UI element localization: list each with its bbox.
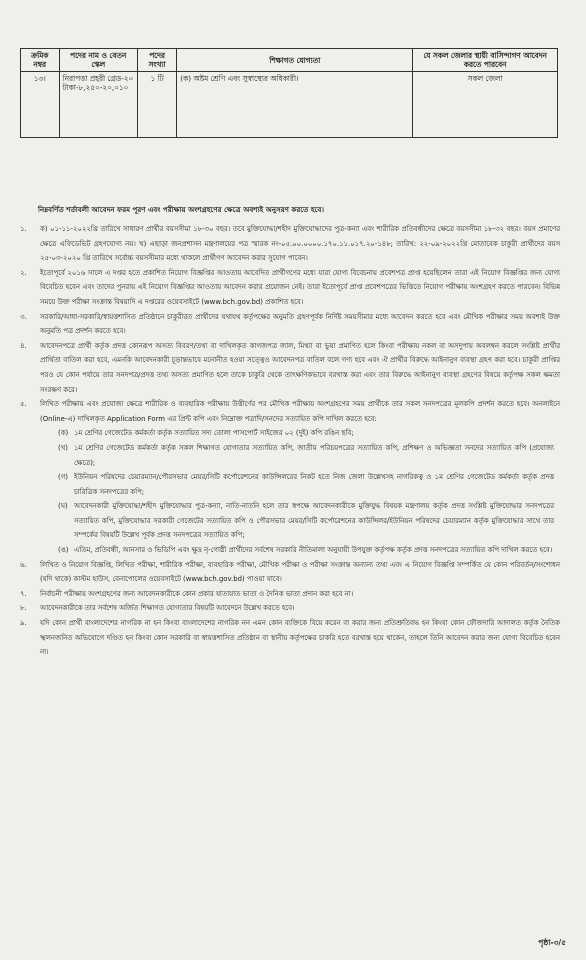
condition-text: ইতোপূর্বে ২০১৬ সালে এ দপ্তর হতে প্রকাশিত নিয়োগ বিজ্ঞপ্তির আওতায় আবেদিত প্রার্থীগণের মধ্যে যারা যোগ্য বিবেচনায় প্রবেশপত্র প্রাপ্ত হয়েছিলেন তারা এই নিয়োগ বিজ্ঞপ্তির জন্য যোগ্য বিবেচিত হবেন এবং তাদের পুনরায় এই নিয়োগ বিজ্ঞপ্তির আওতায় আবেদন করার প্রয়োজন নেই। তারা ইতোপূর্বে প্রাপ্ত প্রবেশপত্রের ভিত্তিতে নিয়োগ পরীক্ষায় অংশগ্রহণ করতে পারবেন। বিভিন্ন সময়ে উক্ত পরীক্ষা সংক্রান্ত বিষয়াদি এ দপ্তরের ওয়েবসাইটে (www.bch.gov.bd) প্রকাশিত হবে। [40,268,560,306]
subitem-label: (ক) [58,429,69,438]
condition-number: ৩. [20,312,27,321]
table-header-row [21,49,558,72]
condition-number: ২. [20,268,27,277]
document-subitem [20,441,560,470]
page-number: পৃষ্ঠা-৩/৫ [538,938,566,947]
subitem-text: এতিম, প্রতিবন্ধী, আনসার ও ভিডিপি এবং ক্ষুদ্র নৃ-গোষ্ঠী প্রার্থীদের সর্বশেষ সরকারি নীতিমালা অনুযায়ী উপযুক্ত কর্তৃপক্ষ কর্তৃক প্রদত্ত সনদপত্রের সত্যায়িত কপি দাখিল করতে হবে। [74,546,553,555]
header-count: পদের সংখ্যা [137,49,176,72]
condition-item [20,558,560,587]
condition-item [20,266,560,310]
condition-number: ৮. [20,604,27,613]
condition-text: ক) ০১-১১-২০২২খ্রি তারিখে সাধারণ প্রার্থীর বয়সসীমা ১৮-৩০ বছর। তবে মুক্তিযোদ্ধা/শহীদ মুক্তিযোদ্ধাদের পুত্র-কন্যা এবং শারীরিক প্রতিবন্ধীদের ক্ষেত্রে বয়সসীমা ১৮-৩২ বছর। বয়স প্রমাণের ক্ষেত্রে এফিডেভিট গ্রহণযোগ্য নয়। খ) এছাড়া জনপ্রশাসন মন্ত্রণালয়ের পত্র স্মারক নং-০৫.০০.০০০০.১৭০.১১.০১৭.২০-১৪৮; তারিখ: ২২-০৯-২০২২খ্রি মোতাবেক চাকুরী প্রার্থীদের বয়স ২৫-০৩-২০২০ খ্রি তারিখে সর্বোচ্চ বয়সসীমার মধ্যে থাকলে প্রার্থীগণ আবেদন করার সুযোগ পাবেন। [40,225,560,263]
subitem-label: (গ) [58,473,68,482]
condition-text: যদি কোন প্রার্থী বাংলাদেশের নাগরিক না হন কিংবা বাংলাদেশের নাগরিক নন এমন কোন ব্যক্তিকে বিয়ে করেন বা করার জন্য প্রতিশ্রুতিবদ্ধ হন কিংবা কোন ফৌজদারি আদালত কর্তৃক নৈতিক স্খলনজনিত অভিযোগে দণ্ডিত হন কিংবা কোন সরকারি বা স্বায়ত্তশাসিত প্রতিষ্ঠান বা স্থানীয় কর্তৃপক্ষের চাকরি হতে বরখাস্ত হয়ে থাকেন, তাহলে তিনি আবেদন করার জন্য যোগ্য বিবেচিত হবেন না। [40,619,560,657]
subitem-text: ইউনিয়ন পরিষদের চেয়ারম্যান/পৌরসভার মেয়র/সিটি কর্পোরেশনের কাউন্সিলরের নিকট হতে নিজ জেলা উল্লেখসহ নাগরিকত্ব ও ১ম শ্রেণির গেজেটেড কর্মকর্তা কর্তৃক প্রদত্ত চারিত্রিক সনদপত্রের কপি; [74,473,554,496]
cell-count: ১ টি [137,72,176,138]
condition-number: ৪. [20,341,27,350]
conditions-intro: নিম্নবর্ণিত শর্তাবলী আবেদন ফরম পূরণ এবং পরীক্ষায় অংশগ্রহণের ক্ষেত্রে অবশ্যই অনুসরণ করতে হবে। [38,205,324,214]
document-subitem [20,470,560,499]
conditions-list [20,222,560,922]
header-qualification: শিক্ষাগত যোগ্যতা [177,49,413,72]
subitem-label: (ঘ) [58,502,68,511]
document-subitem [20,543,560,558]
header-district: যে সকল জেলার স্থায়ী বাসিন্দাগণ আবেদন করতে পারবেন [413,49,558,72]
condition-number: ১. [20,225,27,233]
condition-text: লিখিত পরীক্ষায় এবং প্রযোজ্য ক্ষেত্রে শারীরিক ও ব্যবহারিক পরীক্ষায় উত্তীর্ণের পর মৌখিক পরীক্ষায় অংশগ্রহণের সময় প্রার্থীকে তার সকল সনদপত্রের মূলকপি প্রদর্শন করতে হবে। অনলাইনে (Online-এ) দাখিলকৃত Application Form এর প্রিন্ট কপি এবং নিম্নোক্ত পত্রাদি/সনদের সত্যায়িত কপি দাখিল করতে হবে: [40,400,560,423]
document-subitem [20,499,560,543]
condition-number: ৫. [20,400,27,409]
condition-item [20,397,560,426]
post-table [20,48,558,138]
cell-qualification: (ক) অষ্টম শ্রেণি এবং সুস্বাস্থ্যের অধিকারী। [177,72,413,138]
condition-text: সরকারি/আধা-সরকারি/স্বায়ত্তশাসিত প্রতিষ্ঠানে চাকুরীরত প্রার্থীদের যথাযথ কর্তৃপক্ষের অনুমতি গ্রহণপূর্বক নির্দিষ্ট সময়সীমার মধ্যে আবেদন করতে হবে এবং মৌখিক পরীক্ষার সময় অবশ্যই উক্ত অনুমতি পত্র প্রদর্শন করতে হবে। [40,312,560,336]
subitem-label: (খ) [58,443,68,452]
condition-number: ৭. [20,589,27,598]
document-subitem [20,426,560,441]
condition-text: লিখিত ও নিয়োগ বিজ্ঞপ্তি, লিখিত পরীক্ষা, শারীরিক পরীক্ষা, ব্যবহারিক পরীক্ষা, মৌখিক পরীক্ষা ও পরীক্ষা সংক্রান্ত অন্যান্য তথ্য এবং এ নিয়োগ বিজ্ঞপ্তি সম্পর্কিত যে কোন পরিবর্তন/সংশোধন (যদি থাকে) কাস্টম হাউস, বেনাপোলের ওয়েবসাইটে (www.bch.gov.bd) পাওয়া যাবে। [40,560,560,584]
condition-item [20,587,560,602]
condition-number: ৯. [20,619,27,628]
condition-text: নির্বাচনী পরীক্ষায় অংশগ্রহণের জন্য আবেদনকারীকে কোন প্রকার যাতায়াত ভাতা ও দৈনিক ভাতা প্রদান করা হবে না। [40,589,354,598]
condition-text: আবেদনপত্রে প্রার্থী কর্তৃক প্রদত্ত কোনরূপ অসত্য বিবরণ/তথ্য বা দাখিলকৃত কাগজপত্র জাল, মিথ্যা বা ভুয়া প্রমাণিত হলে কিংবা পরীক্ষায় নকল বা অসদুপায় অবলম্বন করলে সংশ্লিষ্ট প্রার্থীর প্রার্থিতা বাতিল করা হবে, এমনকি আবেদনকারী চূড়ান্তভাবে মনোনীত হওয়া সত্ত্বেও আবেদনপত্র বাতিল বলে গণ্য হবে এবং ঐ প্রার্থীর বিরুদ্ধে আইনানুগ ব্যবস্থা গ্রহণ করা হবে। চাকুরী প্রাপ্তির পরও যে কোন পর্যায়ে তার সনদপত্র/প্রদত্ত তথ্য অসত্য প্রমাণিত হলে তাকে চাকুরি থেকে তাৎক্ষণিকভাবে বরখাস্ত করা এবং তার বিরুদ্ধে আইনানুগ ব্যবস্থা গ্রহণের বিষয়ে কর্তৃপক্ষ সকল ক্ষমতা সংরক্ষণ করে। [40,341,560,394]
table-row [21,72,558,138]
cell-district: সকল জেলা [413,72,558,138]
condition-item [20,601,560,616]
subitem-label: (ঙ) [58,546,69,555]
condition-item [20,310,560,339]
subitem-text: ১ম শ্রেণির গেজেটেড কর্মকর্তা কর্তৃক সকল শিক্ষাগত যোগ্যতার সত্যায়িত কপি, জাতীয় পরিচয়পত্রের সত্যায়িত কপি, প্রশিক্ষণ ও অভিজ্ঞতা সনদের সত্যায়িত কপি (প্রযোজ্য ক্ষেত্রে); [74,443,554,467]
cell-post: নিরাপত্তা প্রহরী গ্রেড-২০ টাকা-৮,২৫০-২০,০১০ [59,72,137,138]
condition-text: আবেদনকারীকে তার সর্বশেষ অর্জিত শিক্ষাগত যোগ্যতার বিষয়টি আবেদনে উল্লেখ করতে হবে। [40,604,295,613]
subitem-text: ১ম শ্রেণির গেজেটেড কর্মকর্তা কর্তৃক সত্যায়িত সদ্য তোলা পাসপোর্ট সাইজের ০২ (দুই) কপি রঙিন ছবি; [74,429,354,438]
subitem-text: আবেদনকারী মুক্তিযোদ্ধা/শহীদ মুক্তিযোদ্ধার পুত্র-কন্যা, নাতি-নাতনি হলে তার স্বপক্ষে আবেদনকারীকে মুক্তিযুদ্ধ বিষয়ক মন্ত্রণালয় কর্তৃক প্রদত্ত সংশ্লিষ্ট মুক্তিযোদ্ধার সনদপত্রের সত্যায়িত কপি, মুক্তিযোদ্ধার সরকারী গেজেটের সত্যায়িত কপি ও পৌরসভার মেয়র/সিটি কর্পোরেশনের কাউন্সিলর/ইউনিয়ন পরিষদের চেয়ারম্যান কর্তৃক মুক্তিযোদ্ধার সাথে তার সম্পর্কের বিষয়টি উল্লেখ পূর্বক প্রদত্ত সনদপত্রের সত্যায়িত কপি; [74,502,554,540]
header-serial: ক্রমিক নম্বর [21,49,60,72]
condition-item [20,339,560,397]
header-post: পদের নাম ও বেতন স্কেল [59,49,137,72]
condition-item [20,616,560,660]
condition-item [20,222,560,266]
condition-number: ৬. [20,560,27,569]
cell-serial: ১৩। [21,72,60,138]
